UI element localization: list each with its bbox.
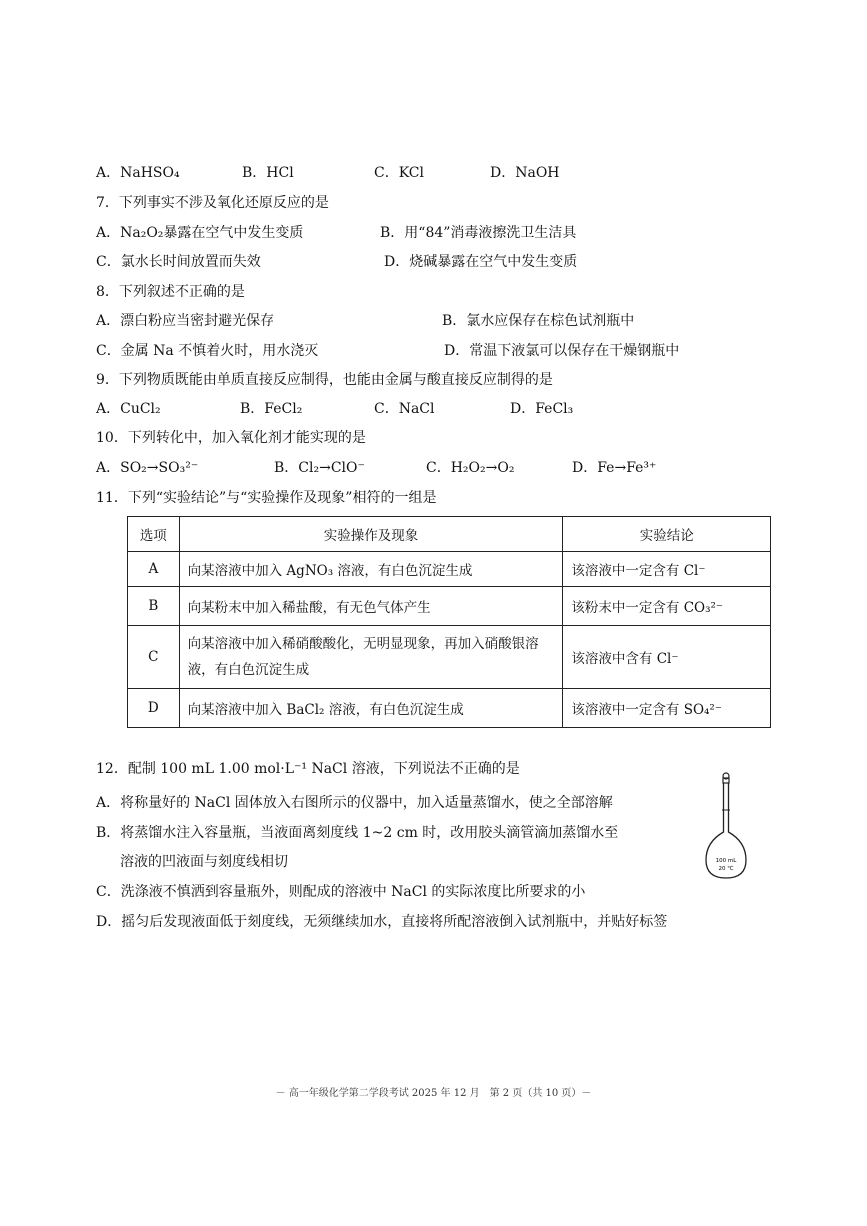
table-header-option: 选项: [128, 517, 180, 552]
q7-option-d: D．烧碱暴露在空气中发生变质: [384, 254, 578, 270]
q7-option-c: C．氯水长时间放置而失效: [96, 254, 261, 270]
row-operation: 向某粉末中加入稀盐酸，有无色气体产生: [179, 587, 563, 626]
table-header-conclusion: 实验结论: [563, 517, 771, 552]
row-conclusion: 该溶液中一定含有 SO₄²⁻: [563, 689, 771, 728]
q10-option-c: C．H₂O₂→O₂: [426, 460, 515, 476]
table-header-row: [128, 517, 771, 552]
row-conclusion: 该溶液中一定含有 Cl⁻: [563, 552, 771, 587]
row-option: D: [128, 689, 180, 728]
page-footer: － 高一年级化学第二学段考试 2025 年 12 月 第 2 页（共 10 页）－: [275, 1088, 592, 1099]
q10-stem: 10．下列转化中，加入氧化剂才能实现的是: [96, 430, 366, 446]
q10-option-b: B．Cl₂→ClO⁻: [274, 460, 365, 476]
q12-option-b-line1: B．将蒸馏水注入容量瓶，当液面离刻度线 1~2 cm 时，改用胶头滴管滴加蒸馏水至: [96, 825, 619, 841]
q6-option-d: D．NaOH: [490, 165, 560, 181]
q7-stem: 7．下列事实不涉及氧化还原反应的是: [96, 195, 329, 211]
q8-option-b: B．氯水应保存在棕色试剂瓶中: [442, 313, 635, 329]
q6-option-c: C．KCl: [374, 165, 424, 181]
q12-option-d: D．摇匀后发现液面低于刻度线，无须继续加水，直接将所配溶液倒入试剂瓶中，并贴好标签: [96, 914, 668, 930]
q9-stem: 9．下列物质既能由单质直接反应制得，也能由金属与酸直接反应制得的是: [96, 372, 553, 388]
row-conclusion: 该溶液中含有 Cl⁻: [563, 626, 771, 689]
q9-option-a: A．CuCl₂: [96, 401, 161, 417]
flask-label-temperature: 20 ℃: [718, 866, 734, 872]
q12-stem: 12．配制 100 mL 1.00 mol·L⁻¹ NaCl 溶液，下列说法不正确的是: [96, 761, 520, 777]
row-option: A: [128, 552, 180, 587]
row-option: B: [128, 587, 180, 626]
table-row: [128, 552, 771, 587]
q9-option-d: D．FeCl₃: [510, 401, 574, 417]
q10-option-a: A．SO₂→SO₃²⁻: [96, 460, 199, 476]
row-operation: 向某溶液中加入稀硝酸酸化，无明显现象，再加入硝酸银溶液，有白色沉淀生成: [179, 626, 563, 689]
q12-option-a: A．将称量好的 NaCl 固体放入右图所示的仪器中，加入适量蒸馏水，使之全部溶解: [96, 795, 613, 811]
q9-option-c: C．NaCl: [374, 401, 435, 417]
table-row: [128, 626, 771, 689]
volumetric-flask-icon: [704, 770, 748, 880]
experiment-table: [127, 516, 771, 728]
q9-option-b: B．FeCl₂: [240, 401, 303, 417]
q8-option-c: C．金属 Na 不慎着火时，用水浇灭: [96, 343, 319, 359]
table-row: [128, 689, 771, 728]
table-header-operation: 实验操作及现象: [179, 517, 563, 552]
q12-option-b-line2: 溶液的凹液面与刻度线相切: [120, 854, 288, 870]
row-operation: 向某溶液中加入 AgNO₃ 溶液，有白色沉淀生成: [179, 552, 563, 587]
q11-stem: 11．下列“实验结论”与“实验操作及现象”相符的一组是: [96, 490, 437, 506]
q12-option-c: C．洗涤液不慎洒到容量瓶外，则配成的溶液中 NaCl 的实际浓度比所要求的小: [96, 884, 586, 900]
q8-stem: 8．下列叙述不正确的是: [96, 284, 245, 300]
q7-option-a: A．Na₂O₂暴露在空气中发生变质: [96, 225, 304, 241]
q10-option-d: D．Fe→Fe³⁺: [572, 460, 657, 476]
q7-option-b: B．用“84”消毒液擦洗卫生洁具: [380, 225, 577, 241]
row-operation: 向某溶液中加入 BaCl₂ 溶液，有白色沉淀生成: [179, 689, 563, 728]
q8-option-a: A．漂白粉应当密封避光保存: [96, 313, 275, 329]
row-conclusion: 该粉末中一定含有 CO₃²⁻: [563, 587, 771, 626]
q6-option-b: B．HCl: [242, 165, 294, 181]
q8-option-d: D．常温下液氯可以保存在干燥钢瓶中: [444, 343, 680, 359]
table-row: [128, 587, 771, 626]
row-option: C: [128, 626, 180, 689]
flask-label-volume: 100 mL: [715, 858, 737, 864]
q6-option-a: A．NaHSO₄: [96, 165, 180, 181]
